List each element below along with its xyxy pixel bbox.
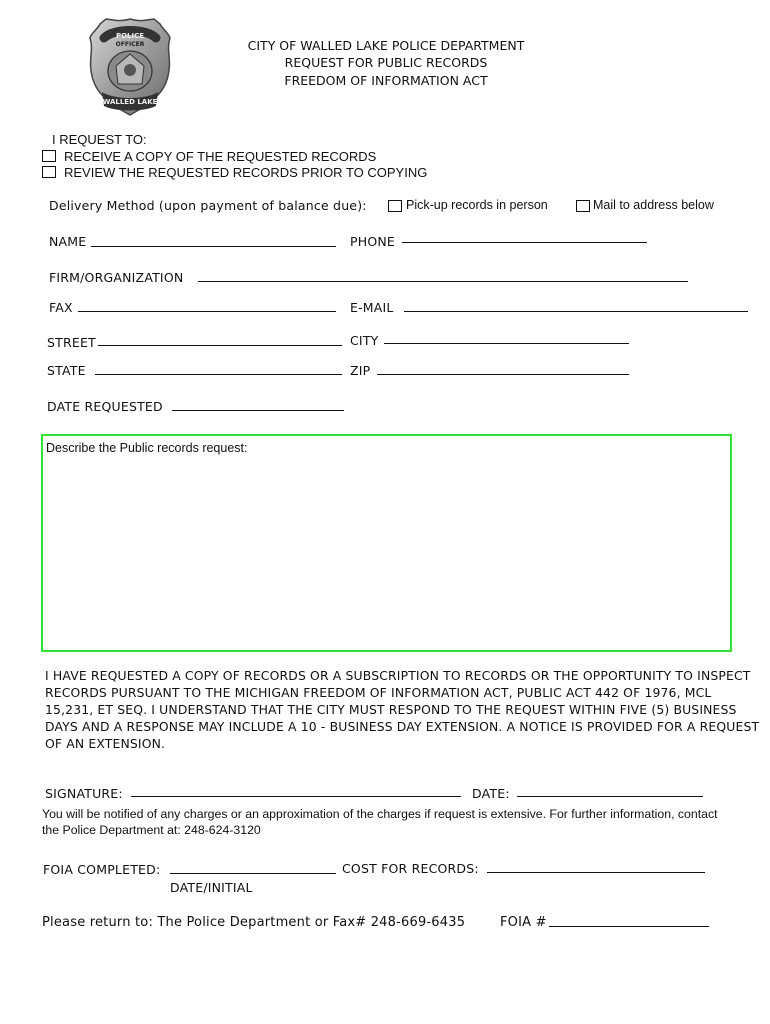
fax-field[interactable] — [78, 311, 336, 312]
name-label: NAME — [49, 234, 87, 249]
delivery-method-label: Delivery Method (upon payment of balance due): — [49, 198, 367, 213]
date-requested-field[interactable] — [172, 410, 344, 411]
name-field[interactable] — [91, 246, 336, 247]
foia-completed-field[interactable] — [170, 873, 336, 874]
foia-number-field[interactable] — [549, 926, 709, 927]
signature-date-label: DATE: — [472, 786, 510, 801]
foia-number-label: FOIA # — [500, 915, 547, 930]
cost-field[interactable] — [487, 872, 705, 873]
svg-text:OFFICER: OFFICER — [115, 41, 145, 48]
street-label: STREET — [47, 335, 96, 350]
act-title: FREEDOM OF INFORMATION ACT — [284, 73, 488, 88]
charges-notice: You will be notified of any charges or an approximation of the charges if request is extensive. For further information, contact the Police Department at: 248-624-3120 — [42, 807, 718, 837]
state-field[interactable] — [95, 374, 342, 375]
state-label: STATE — [47, 363, 86, 378]
email-label: E-MAIL — [350, 300, 394, 315]
svg-text:POLICE: POLICE — [115, 32, 145, 40]
receive-copy-label: RECEIVE A COPY OF THE REQUESTED RECORDS — [64, 149, 377, 164]
description-label: Describe the Public records request: — [46, 441, 248, 455]
pickup-label: Pick-up records in person — [406, 198, 548, 212]
phone-label: PHONE — [350, 234, 396, 249]
date-requested-label: DATE REQUESTED — [47, 399, 163, 414]
review-records-label: REVIEW THE REQUESTED RECORDS PRIOR TO COPYING — [64, 165, 428, 180]
form-title: REQUEST FOR PUBLIC RECORDS — [284, 55, 488, 70]
signature-label: SIGNATURE: — [45, 786, 123, 801]
mail-label: Mail to address below — [593, 198, 714, 212]
police-badge-logo — [84, 16, 176, 118]
receive-copy-checkbox[interactable] — [42, 150, 56, 162]
department-title: CITY OF WALLED LAKE POLICE DEPARTMENT — [247, 38, 525, 53]
cost-label: COST FOR RECORDS: — [342, 861, 479, 876]
firm-field[interactable] — [198, 281, 688, 282]
date-initial-label: DATE/INITIAL — [170, 880, 253, 895]
foia-completed-label: FOIA COMPLETED: — [43, 862, 161, 877]
city-field[interactable] — [384, 343, 629, 344]
signature-date-field[interactable] — [517, 796, 703, 797]
street-field[interactable] — [98, 345, 342, 346]
svg-text:WALLED LAKE: WALLED LAKE — [102, 98, 158, 106]
email-field[interactable] — [404, 311, 748, 312]
mail-checkbox[interactable] — [576, 200, 590, 212]
phone-field[interactable] — [402, 242, 647, 243]
city-label: CITY — [350, 333, 379, 348]
pickup-checkbox[interactable] — [388, 200, 402, 212]
fax-label: FAX — [49, 300, 73, 315]
review-records-checkbox[interactable] — [42, 166, 56, 178]
return-instructions: Please return to: The Police Department or Fax# 248-669-6435 — [42, 915, 466, 930]
zip-field[interactable] — [377, 374, 629, 375]
zip-label: ZIP — [350, 363, 371, 378]
foia-statement: I HAVE REQUESTED A COPY OF RECORDS OR A SUBSCRIPTION TO RECORDS OR THE OPPORTUNITY TO INSPECT RECORDS PURSUANT TO THE MICHIGAN FREEDOM OF INFORMATION ACT, PUBLIC ACT 442 OF 1976, MCL 15,231, ET SEQ. I UNDERSTAND THAT THE CITY MUST RESPOND TO THE REQUEST WITHIN FIVE (5) BUSINESS DAYS AND A RESPONSE MAY INCLUDE A 10 - BUSINESS DAY EXTENSION. A NOTICE IS PROVIDED FOR A REQUEST OF AN EXTENSION. — [45, 668, 760, 751]
request-label: I REQUEST TO: — [52, 132, 147, 147]
signature-field[interactable] — [131, 796, 461, 797]
description-textarea[interactable] — [41, 434, 732, 652]
firm-label: FIRM/ORGANIZATION — [49, 270, 184, 285]
